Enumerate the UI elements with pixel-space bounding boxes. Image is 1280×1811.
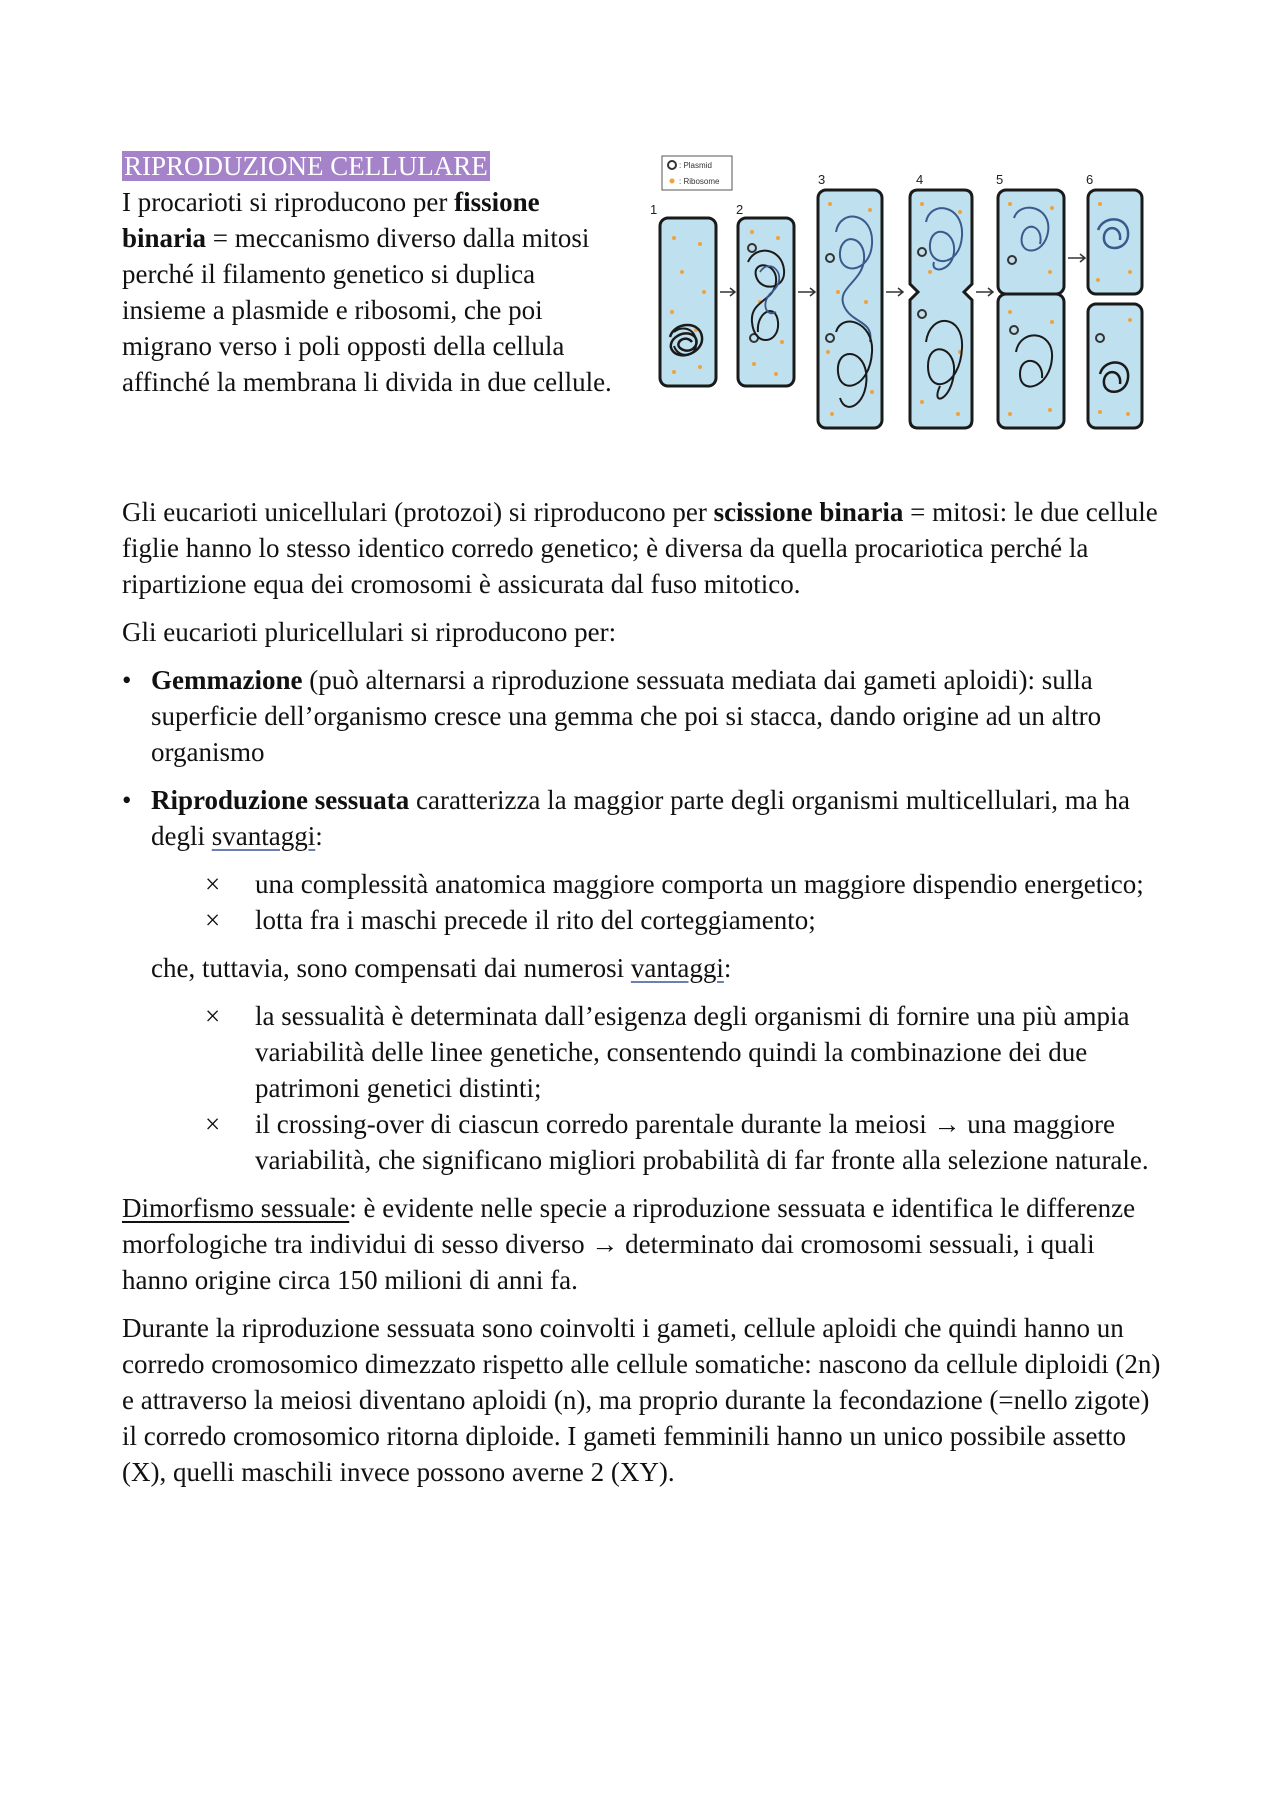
reproduction-types-list [122, 662, 1162, 854]
cross-marker-icon: × [205, 869, 221, 899]
cross-marker-icon: × [205, 1001, 221, 1031]
cell-stage-3 [818, 190, 882, 428]
binary-fission-figure [650, 152, 1196, 432]
list-item-bold: Gemmazione [151, 665, 303, 695]
page-title: RIPRODUZIONE CELLULARE [124, 151, 488, 181]
list-item-text: (può alternarsi a riproduzione sessuata mediata dai gameti aploidi): sulla superficie dell’organismo cresce una gemma che poi si stacca, dando origine ad un altro organismo [151, 665, 1102, 767]
eukaryote-multicellular-paragraph: Gli eucarioti pluricellulari si riproducono per: [122, 617, 617, 647]
dimorphism-term: Dimorfismo sessuale [122, 1193, 350, 1223]
advantages-list [122, 998, 1162, 1178]
cell-stage-2 [738, 218, 794, 386]
dimorphism-paragraph [122, 1190, 1162, 1298]
list-item [122, 1106, 1162, 1178]
legend-plasmid: : Plasmid [679, 161, 712, 170]
intro-paragraph [122, 184, 622, 482]
cell-stage-6 [1088, 190, 1142, 428]
cross-marker-icon: × [205, 905, 221, 935]
list-item [122, 782, 1162, 854]
eukaryote-unicellular-paragraph [122, 494, 1162, 602]
list-item-bold: Riproduzione sessuata [151, 785, 410, 815]
list-item-tail: : [315, 821, 323, 851]
bridge-text: che, tuttavia, sono compensati dai numerosi [151, 953, 631, 983]
cell-stage-5 [998, 190, 1064, 428]
intro-text-cont: = meccanismo diverso dalla mitosi perché il filamento genetico si duplica insieme a plasmide e ribosomi, che poi migrano verso i poli opposti della cellula affinché la membrana li divida in due cellule. [122, 223, 612, 397]
p2-text: Gli eucarioti unicellulari (protozoi) si riproducono per [122, 497, 714, 527]
step-number-5: 5 [996, 172, 1004, 187]
ribosome-legend-icon [670, 179, 675, 184]
dimorphism-text: : è evidente nelle specie a riproduzione sessuata e identifica le differenze morfologiche tra individui di sesso diverso → determinato dai cromosomi sessuali, i quali hanno origine circa 150 milioni di anni fa. [122, 1193, 1136, 1295]
list-item [122, 866, 1162, 902]
document-page [122, 148, 1162, 1502]
list-item-text: una complessità anatomica maggiore comporta un maggiore dispendio energetico; [255, 869, 1144, 899]
list-item [122, 662, 1162, 770]
list-item-text: il crossing-over di ciascun corredo parentale durante la meiosi → una maggiore variabilità, che significano migliori probabilità di far fronte alla selezione naturale. [255, 1109, 1149, 1175]
bridge-line [122, 950, 1162, 986]
p2-bold-term: scissione binaria [713, 497, 904, 527]
step-number-6: 6 [1086, 172, 1094, 187]
cell-stage-1 [660, 218, 716, 386]
step-number-3: 3 [818, 172, 826, 187]
intro-bold-term: fissione binaria [122, 187, 540, 253]
gametes-paragraph: Durante la riproduzione sessuata sono coinvolti i gameti, cellule aploidi che quindi hanno un corredo cromosomico dimezzato rispetto alle cellule somatiche: nascono da cellule diploidi (2n) e attraverso la meiosi diventano aploidi (n), ma proprio durante la fecondazione (=nello zigote) il corredo cromosomico ritorna diploide. I gameti femminili hanno un unico possibile assetto (X), quelli maschili invece possono averne 2 (XY). [122, 1313, 1161, 1487]
list-item-text: caratterizza la maggior parte degli organismi multicellulari, ma ha degli [151, 785, 1131, 851]
disadvantages-list [122, 866, 1162, 938]
legend-ribosome: : Ribosome [679, 177, 720, 186]
vantaggi-link: vantaggi [630, 953, 724, 983]
svantaggi-link: svantaggi [211, 821, 316, 851]
list-item [122, 998, 1162, 1106]
intro-text: I procarioti si riproducono per [122, 187, 455, 217]
cell-stage-4 [910, 190, 972, 428]
list-item-text: la sessualità è determinata dall’esigenza degli organismi di fornire una più ampia variabilità delle linee genetiche, consentendo quindi la combinazione dei due patrimoni genetici distinti; [255, 1001, 1130, 1103]
step-number-1: 1 [650, 202, 658, 217]
step-number-2: 2 [736, 202, 744, 217]
list-item [122, 902, 1162, 938]
p2-text-cont: = mitosi: le due cellule figlie hanno lo stesso identico corredo genetico; è diversa da quella procariotica perché la ripartizione equa dei cromosomi è assicurata dal fuso mitotico. [122, 497, 1158, 599]
figure-legend [662, 156, 732, 190]
list-item-text: lotta fra i maschi precede il rito del corteggiamento; [255, 905, 816, 935]
bridge-tail: : [723, 953, 732, 983]
step-number-4: 4 [916, 172, 924, 187]
cross-marker-icon: × [205, 1109, 221, 1139]
